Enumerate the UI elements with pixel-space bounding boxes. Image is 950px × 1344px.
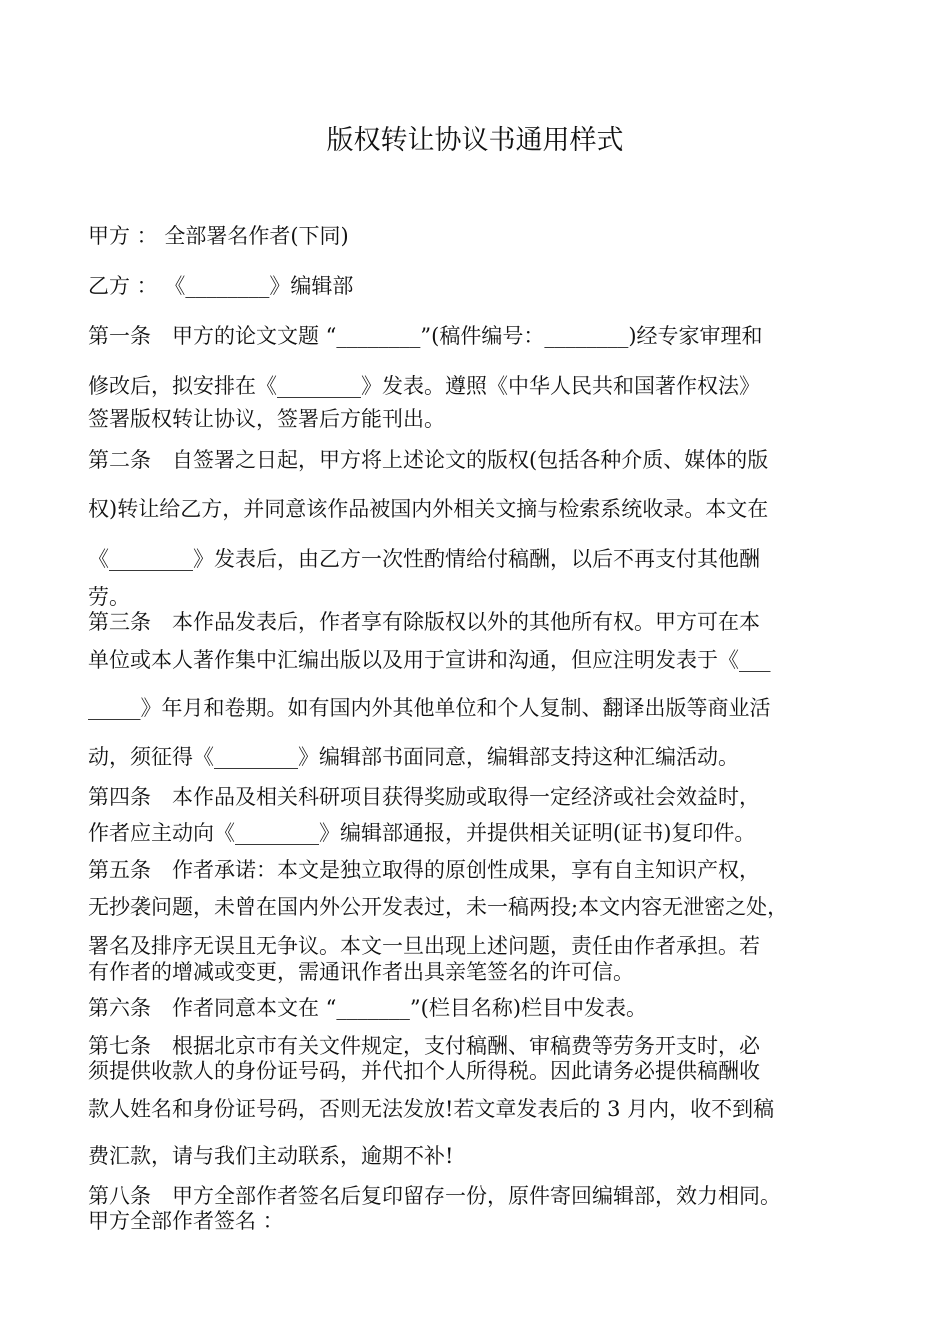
article-2-line-4: 劳。	[88, 585, 130, 609]
party-a-line: 甲方 ： 全部署名作者(下同)	[88, 224, 349, 248]
article-4-line-1: 第四条 本作品及相关科研项目获得奖励或取得一定经济或社会效益时，	[88, 785, 760, 809]
article-5-line-4: 有作者的增减或变更，需通讯作者出具亲笔签名的许可信。	[88, 960, 634, 984]
document-title: 版权转让协议书通用样式	[326, 125, 624, 156]
article-6-line-1: 第六条 作者同意本文在 “_______”(栏目名称)栏目中发表。	[88, 996, 648, 1020]
article-2-line-3: 《________》发表后，由乙方一次性酌情给付稿酬，以后不再支付其他酬	[88, 547, 760, 571]
article-3-line-1: 第三条 本作品发表后，作者享有除版权以外的其他所有权。甲方可在本	[88, 610, 760, 634]
article-7-line-3: 款人姓名和身份证号码，否则无法发放!若文章发表后的 3 月内，收不到稿	[88, 1097, 775, 1121]
article-1-line-1: 第一条 甲方的论文文题 “________”(稿件编号：________)经专家审理和	[88, 324, 763, 348]
article-7-line-1: 第七条 根据北京市有关文件规定，支付稿酬、审稿费等劳务开支时，必	[88, 1034, 760, 1058]
article-2-line-2: 权)转让给乙方，并同意该作品被国内外相关文摘与检索系统收录。本文在	[88, 497, 769, 521]
article-3-line-3: _____》年月和卷期。如有国内外其他单位和个人复制、翻译出版等商业活	[88, 696, 771, 720]
article-1-line-3: 签署版权转让协议，签署后方能刊出。	[88, 407, 445, 431]
article-1-line-2: 修改后，拟安排在《________》发表。遵照《中华人民共和国著作权法》	[88, 374, 760, 398]
article-8-line-1: 第八条 甲方全部作者签名后复印留存一份，原件寄回编辑部，效力相同。	[88, 1184, 781, 1208]
article-7-line-4: 费汇款，请与我们主动联系，逾期不补!	[88, 1144, 454, 1168]
article-5-line-2: 无抄袭问题，未曾在国内外公开发表过，未一稿两投;本文内容无泄密之处，	[88, 895, 789, 919]
article-3-line-2: 单位或本人著作集中汇编出版以及用于宣讲和沟通，但应注明发表于《___	[88, 648, 771, 672]
article-3-line-4: 动，须征得《________》编辑部书面同意，编辑部支持这种汇编活动。	[88, 745, 739, 769]
article-7-line-2: 须提供收款人的身份证号码，并代扣个人所得税。因此请务必提供稿酬收	[88, 1059, 760, 1083]
signature-line: 甲方全部作者签名 ：	[88, 1209, 284, 1233]
article-2-line-1: 第二条 自签署之日起，甲方将上述论文的版权(包括各种介质、媒体的版	[88, 448, 769, 472]
article-4-line-2: 作者应主动向《________》编辑部通报，并提供相关证明(证书)复印件。	[88, 821, 756, 845]
article-5-line-1: 第五条 作者承诺：本文是独立取得的原创性成果，享有自主知识产权，	[88, 858, 760, 882]
article-5-line-3: 署名及排序无误且无争议。本文一旦出现上述问题，责任由作者承担。若	[88, 934, 760, 958]
party-b-line: 乙方 ： 《________》编辑部	[88, 274, 354, 298]
